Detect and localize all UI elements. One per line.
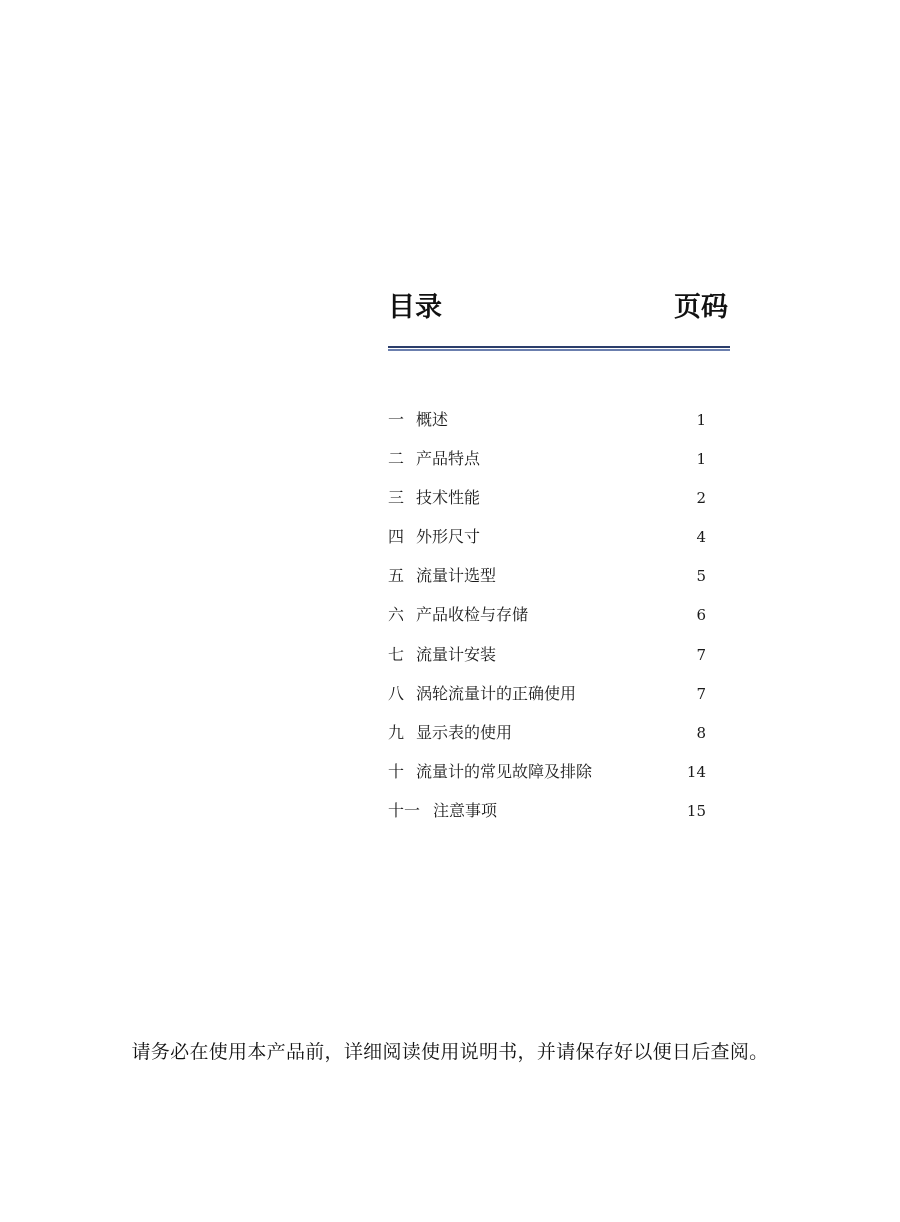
toc-item[interactable] xyxy=(388,640,706,679)
toc-item[interactable] xyxy=(388,405,706,444)
toc-item-number: 五 xyxy=(388,566,405,586)
toc-item[interactable] xyxy=(388,757,706,796)
toc-item-label: 流量计的常见故障及排除 xyxy=(416,761,593,781)
toc-item-page: 5 xyxy=(696,567,706,586)
toc-item-number: 八 xyxy=(388,683,405,703)
toc-item-page: 7 xyxy=(696,645,706,664)
toc-item-page: 1 xyxy=(696,411,706,429)
toc-item-page: 8 xyxy=(696,723,706,742)
toc-item-number: 十一 xyxy=(388,800,421,820)
toc-item-number: 十 xyxy=(388,761,405,781)
toc-item-label: 流量计安装 xyxy=(416,644,497,664)
toc-title: 目录 xyxy=(388,292,442,323)
toc-item-number: 二 xyxy=(388,449,405,469)
toc-item-number: 一 xyxy=(388,410,405,429)
divider-line-bottom xyxy=(388,349,730,351)
toc-item-page: 15 xyxy=(686,801,706,820)
toc-item-number: 七 xyxy=(388,644,405,664)
divider-line-top xyxy=(388,346,730,348)
toc-item-label: 显示表的使用 xyxy=(416,722,513,742)
toc-item-number: 六 xyxy=(388,605,405,625)
toc-item[interactable] xyxy=(388,483,706,522)
toc-item-label: 涡轮流量计的正确使用 xyxy=(416,683,577,703)
toc-item-number: 九 xyxy=(388,722,405,742)
toc-item-label: 技术性能 xyxy=(416,488,481,508)
footer-note: 请务必在使用本产品前，详细阅读使用说明书，并请保存好以便日后查阅。 xyxy=(131,1041,769,1063)
toc-item-number: 四 xyxy=(388,527,405,547)
toc-item[interactable] xyxy=(388,679,706,718)
toc-item[interactable] xyxy=(388,561,706,600)
toc-item-label: 产品特点 xyxy=(416,449,481,469)
toc-item-label: 流量计选型 xyxy=(416,566,497,586)
header-divider xyxy=(388,346,730,351)
toc-page-column-title: 页码 xyxy=(674,292,728,323)
toc-item[interactable] xyxy=(388,718,706,757)
toc-item-label: 外形尺寸 xyxy=(416,527,481,547)
toc-header xyxy=(388,290,730,330)
toc-item-page: 2 xyxy=(696,489,706,508)
toc-item-label: 注意事项 xyxy=(433,800,498,820)
toc-item[interactable] xyxy=(388,600,706,639)
toc-item-number: 三 xyxy=(388,488,405,508)
toc-item-label: 产品收检与存储 xyxy=(416,605,529,625)
toc-item-page: 4 xyxy=(696,528,706,547)
toc-item-page: 1 xyxy=(696,450,706,469)
toc-list xyxy=(388,405,706,835)
toc-item[interactable] xyxy=(388,522,706,561)
toc-item[interactable] xyxy=(388,796,706,835)
toc-item[interactable] xyxy=(388,444,706,483)
toc-item-page: 6 xyxy=(696,606,706,625)
toc-item-page: 14 xyxy=(686,762,706,781)
toc-item-page: 7 xyxy=(696,684,706,703)
toc-item-label: 概述 xyxy=(416,410,449,429)
